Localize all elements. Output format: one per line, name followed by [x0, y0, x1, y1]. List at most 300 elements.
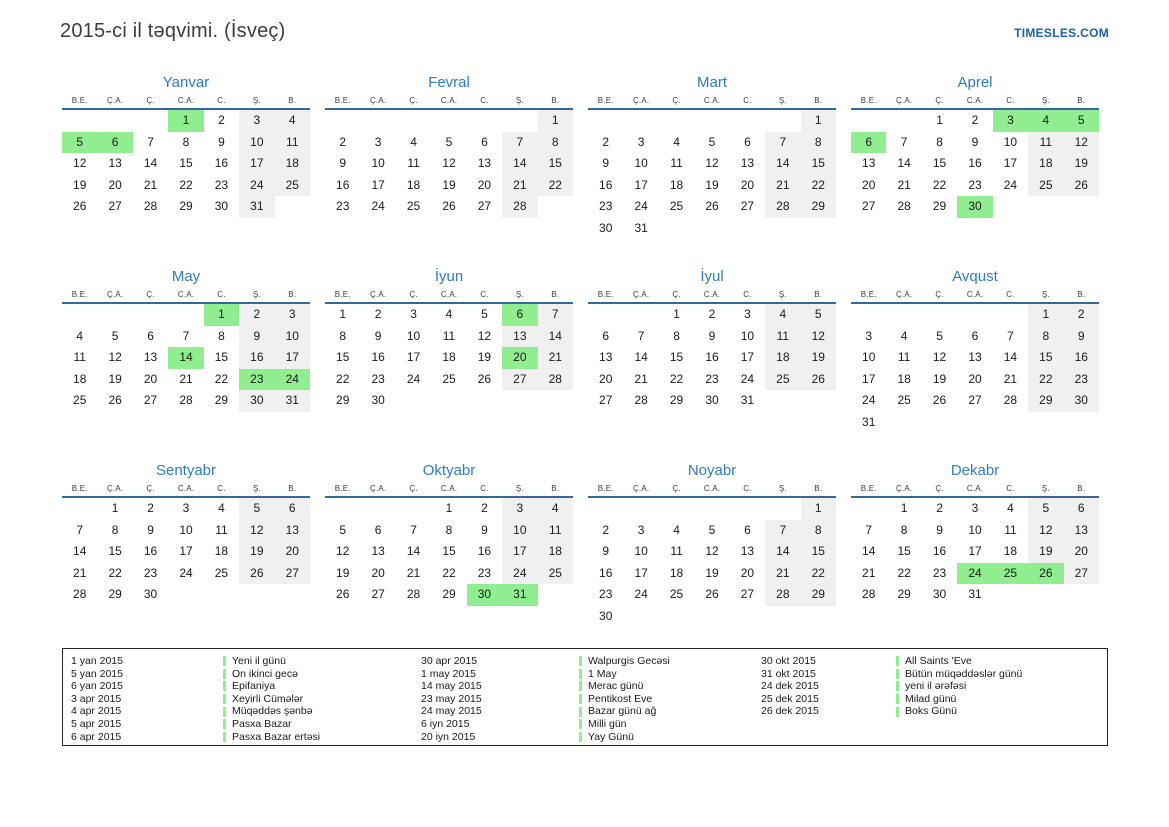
weekday-label: B.E. [334, 96, 351, 105]
weekday-label: B. [814, 484, 823, 493]
day-cell: 8 [182, 134, 190, 149]
day-cell: 31 [239, 196, 274, 218]
day-cell: 15 [932, 156, 947, 170]
empty-day-cell [730, 218, 765, 240]
day-cell: 17 [406, 350, 421, 364]
day-cell: 13 [862, 156, 876, 170]
month-title: İyul [700, 268, 724, 285]
day-cell: 18 [669, 565, 684, 580]
holiday-marker-icon [579, 719, 582, 729]
day-cell: 10 [1003, 134, 1018, 149]
holiday-marker-icon [896, 669, 899, 679]
empty-day-cell [97, 110, 132, 132]
legend-date: 24 may 2015 [421, 705, 482, 718]
month-title: Noyabr [687, 462, 737, 479]
day-cell: 6 [502, 304, 537, 326]
day-cell: 29 [932, 199, 947, 213]
empty-day-cell [467, 390, 502, 412]
day-cell: 2 [1064, 304, 1099, 326]
holiday-marker-icon [223, 732, 226, 742]
day-cell: 15 [669, 350, 684, 364]
day-cell: 14 [502, 153, 537, 175]
legend-name: 1 May [588, 667, 617, 680]
day-cell: 28 [765, 196, 800, 218]
day-cell: 9 [602, 544, 610, 558]
empty-day-cell [765, 110, 800, 132]
day-cell: 28 [179, 393, 193, 407]
weekday-label: C.A. [966, 484, 984, 493]
day-cell: 31 [275, 390, 310, 412]
day-cell: 10 [862, 350, 876, 364]
day-cell: 2 [602, 522, 610, 537]
day-cell: 12 [336, 544, 350, 558]
legend-name: Pentikost Eve [588, 692, 653, 705]
day-cell: 13 [143, 350, 158, 364]
day-cell: 19 [108, 371, 122, 386]
weekday-label: Ç. [672, 96, 681, 105]
day-cell: 5 [936, 328, 943, 343]
day-cell: 23 [1064, 369, 1099, 391]
days-grid [588, 498, 836, 627]
day-cell: 31 [968, 587, 982, 601]
day-cell: 6 [374, 522, 382, 537]
legend-names-column [223, 655, 421, 745]
day-cell: 9 [602, 156, 610, 170]
empty-day-cell [851, 498, 886, 520]
weekday-label: Ş. [778, 290, 787, 299]
day-cell: 20 [108, 177, 122, 192]
day-cell: 23 [239, 369, 274, 391]
day-cell: 16 [1064, 347, 1099, 369]
legend-name: Bütün müqəddəslər günü [905, 667, 1023, 680]
day-cell: 16 [477, 544, 492, 558]
weekday-label: C. [217, 96, 226, 105]
day-cell: 6 [744, 522, 751, 537]
legend-entry [579, 718, 761, 731]
holiday-marker-icon [579, 732, 582, 742]
weekday-label: C.A. [177, 96, 195, 105]
day-cell: 1 [204, 304, 239, 326]
day-cell: 23 [968, 177, 982, 192]
day-cell: 28 [538, 369, 573, 391]
day-cell: 26 [1064, 175, 1099, 197]
legend-group [421, 655, 761, 745]
empty-day-cell [588, 110, 623, 132]
weekday-label: Ş. [515, 484, 524, 493]
day-cell: 21 [179, 371, 193, 386]
day-cell: 25 [73, 393, 87, 407]
day-cell: 13 [1064, 520, 1099, 542]
day-cell: 2 [936, 501, 943, 515]
day-cell: 9 [971, 134, 979, 149]
weekday-label: B. [1077, 290, 1086, 299]
empty-day-cell [1028, 412, 1063, 434]
empty-day-cell [275, 584, 310, 606]
day-cell: 29 [801, 196, 836, 218]
day-cell: 30 [599, 220, 613, 235]
day-cell: 4 [673, 134, 680, 149]
day-cell: 1 [339, 307, 347, 321]
legend-name: Müqəddəs şənbə [232, 705, 313, 718]
day-cell: 25 [765, 369, 800, 391]
empty-day-cell [765, 218, 800, 240]
days-grid [851, 110, 1099, 218]
day-cell: 16 [599, 565, 613, 580]
empty-day-cell [993, 412, 1028, 434]
day-cell: 8 [339, 328, 347, 343]
holiday-marker-icon [896, 656, 899, 666]
holiday-marker-icon [223, 669, 226, 679]
weekday-label: C.A. [966, 290, 984, 299]
day-cell: 9 [1064, 326, 1099, 348]
calendar-month [325, 460, 573, 654]
day-cell: 30 [705, 393, 719, 407]
day-cell: 31 [740, 393, 755, 407]
legend-entry [896, 705, 1101, 718]
weekday-label: Ç. [409, 96, 418, 105]
day-cell: 22 [108, 565, 122, 580]
legend-group [71, 655, 421, 745]
day-cell: 3 [971, 501, 979, 515]
day-cell: 8 [801, 520, 836, 542]
day-cell: 19 [336, 565, 350, 580]
day-cell: 17 [634, 565, 648, 580]
holiday-marker-icon [223, 707, 226, 717]
day-cell: 19 [477, 350, 492, 364]
day-cell: 30 [214, 199, 229, 213]
day-cell: 18 [765, 347, 800, 369]
weekday-label: Ş. [515, 96, 524, 105]
day-cell: 10 [968, 522, 982, 537]
empty-day-cell [325, 498, 360, 520]
day-cell: 25 [442, 371, 456, 386]
legend-date: 23 may 2015 [421, 692, 482, 705]
empty-day-cell [168, 304, 203, 326]
day-cell: 8 [801, 132, 836, 154]
empty-day-cell [538, 390, 573, 412]
weekday-label: Ç. [672, 484, 681, 493]
holiday-marker-icon [579, 681, 582, 691]
day-cell: 10 [179, 522, 193, 537]
weekday-label: B.E. [71, 290, 88, 299]
legend-entry [896, 655, 1101, 668]
legend-date: 20 iyn 2015 [421, 730, 476, 743]
holiday-marker-icon [223, 694, 226, 704]
day-cell: 22 [932, 177, 947, 192]
weekday-label: B. [288, 96, 297, 105]
day-cell: 28 [1003, 393, 1018, 407]
weekday-label: C. [1006, 290, 1015, 299]
empty-day-cell [694, 498, 729, 520]
day-cell: 21 [862, 565, 876, 580]
empty-day-cell [1028, 584, 1063, 606]
day-cell: 24 [634, 587, 648, 601]
day-cell: 5 [708, 522, 716, 537]
weekday-label: Ç.A. [369, 484, 387, 493]
weekday-label: C.A. [177, 290, 195, 299]
empty-day-cell [467, 110, 502, 132]
day-cell: 5 [481, 307, 488, 321]
day-cell: 26 [108, 393, 122, 407]
calendar-month [588, 460, 836, 654]
day-cell: 17 [740, 350, 755, 364]
weekday-label: C.A. [440, 484, 458, 493]
day-cell: 15 [336, 350, 350, 364]
day-cell: 7 [182, 328, 190, 343]
day-cell: 7 [765, 132, 800, 154]
day-cell: 1 [445, 501, 453, 515]
day-cell: 3 [239, 110, 274, 132]
day-cell: 1 [801, 498, 836, 520]
day-cell: 23 [599, 587, 613, 601]
day-cell: 11 [215, 522, 228, 537]
day-cell: 28 [143, 199, 158, 213]
day-cell: 5 [62, 132, 97, 154]
weekday-label: C. [480, 96, 489, 105]
weekday-label: C.A. [703, 96, 721, 105]
weekday-label: Ç. [935, 484, 944, 493]
day-cell: 1 [111, 501, 119, 515]
day-cell: 9 [708, 328, 716, 343]
day-cell: 20 [740, 177, 755, 192]
weekday-label: Ş. [252, 484, 261, 493]
day-cell: 20 [371, 565, 385, 580]
day-cell: 22 [801, 175, 836, 197]
days-grid [588, 110, 836, 239]
weekday-label: B. [551, 484, 560, 493]
weekday-label: C. [743, 290, 752, 299]
weekday-header-row [588, 96, 836, 110]
month-title: Aprel [957, 74, 993, 91]
weekday-label: Ş. [252, 96, 261, 105]
day-cell: 27 [740, 199, 755, 213]
empty-day-cell [623, 304, 658, 326]
day-cell: 7 [502, 132, 537, 154]
holiday-legend [62, 648, 1108, 746]
empty-day-cell [502, 390, 537, 412]
day-cell: 10 [275, 326, 310, 348]
empty-day-cell [659, 218, 694, 240]
day-cell: 1 [1028, 304, 1063, 326]
calendar-month [62, 460, 310, 654]
day-cell: 25 [1028, 175, 1063, 197]
day-cell: 15 [801, 153, 836, 175]
day-cell: 6 [851, 132, 886, 154]
calendar-month [851, 460, 1099, 654]
day-cell: 14 [73, 544, 87, 558]
day-cell: 22 [897, 565, 911, 580]
weekday-label: Ç. [935, 290, 944, 299]
day-cell: 15 [538, 153, 573, 175]
empty-day-cell [993, 196, 1028, 218]
day-cell: 30 [1064, 390, 1099, 412]
day-cell: 25 [993, 563, 1028, 585]
legend-entry [223, 705, 421, 718]
day-cell: 13 [371, 544, 385, 558]
day-cell: 23 [477, 565, 492, 580]
holiday-marker-icon [896, 694, 899, 704]
empty-day-cell [168, 584, 203, 606]
day-cell: 24 [179, 565, 193, 580]
day-cell: 13 [740, 156, 755, 170]
weekday-label: Ç. [409, 290, 418, 299]
legend-date: 6 apr 2015 [71, 730, 122, 743]
day-cell: 7 [147, 134, 154, 149]
weekday-label: B.E. [334, 290, 351, 299]
day-cell: 21 [538, 347, 573, 369]
day-cell: 12 [108, 350, 122, 364]
day-cell: 26 [73, 199, 87, 213]
day-cell: 16 [143, 544, 158, 558]
day-cell: 3 [865, 328, 873, 343]
day-cell: 21 [1003, 371, 1018, 386]
weekday-label: Ş. [515, 290, 524, 299]
day-cell: 11 [407, 156, 420, 170]
day-cell: 21 [502, 175, 537, 197]
legend-name: Epifaniya [232, 680, 276, 693]
day-cell: 20 [740, 565, 755, 580]
day-cell: 26 [1028, 563, 1063, 585]
day-cell: 18 [538, 541, 573, 563]
weekday-label: C.A. [703, 290, 721, 299]
day-cell: 10 [634, 156, 648, 170]
day-cell: 23 [371, 371, 385, 386]
legend-name: yeni il ərəfəsi [905, 680, 967, 693]
day-cell: 24 [862, 393, 876, 407]
day-cell: 31 [634, 220, 648, 235]
day-cell: 18 [275, 153, 310, 175]
weekday-label: B.E. [860, 96, 877, 105]
day-cell: 12 [801, 326, 836, 348]
legend-name: Pasxa Bazar [232, 717, 292, 730]
day-cell: 8 [111, 522, 119, 537]
weekday-label: Ş. [1041, 96, 1050, 105]
empty-day-cell [694, 110, 729, 132]
weekday-header-row [851, 484, 1099, 498]
day-cell: 27 [108, 199, 122, 213]
empty-day-cell [922, 412, 957, 434]
legend-date: 5 yan 2015 [71, 667, 123, 680]
day-cell: 11 [275, 132, 310, 154]
day-cell: 10 [740, 328, 755, 343]
empty-day-cell [886, 110, 921, 132]
legend-entry [579, 680, 761, 693]
day-cell: 21 [765, 563, 800, 585]
weekday-header-row [588, 290, 836, 304]
day-cell: 4 [218, 501, 225, 515]
day-cell: 19 [239, 541, 274, 563]
site-link[interactable]: TIMESLES.COM [1014, 26, 1109, 40]
day-cell: 6 [744, 134, 751, 149]
day-cell: 29 [1028, 390, 1063, 412]
legend-entry [579, 655, 761, 668]
empty-day-cell [957, 304, 992, 326]
day-cell: 11 [73, 350, 86, 364]
weekday-label: C.A. [703, 484, 721, 493]
day-cell: 5 [1028, 498, 1063, 520]
day-cell: 3 [744, 307, 751, 321]
weekday-label: B. [288, 290, 297, 299]
legend-entry [223, 668, 421, 681]
weekday-label: B. [288, 484, 297, 493]
empty-day-cell [588, 304, 623, 326]
day-cell: 1 [673, 307, 680, 321]
day-cell: 12 [239, 520, 274, 542]
weekday-label: Ç.A. [895, 290, 913, 299]
day-cell: 30 [599, 608, 613, 623]
days-grid [325, 110, 573, 218]
month-title: İyun [434, 268, 464, 285]
day-cell: 13 [599, 350, 613, 364]
empty-day-cell [765, 390, 800, 412]
weekday-label: Ç.A. [632, 290, 650, 299]
legend-name: Milad günü [905, 692, 957, 705]
calendar-month [588, 266, 836, 460]
day-cell: 12 [705, 544, 719, 558]
day-cell: 4 [76, 328, 84, 343]
day-cell: 27 [1064, 563, 1099, 585]
day-cell: 21 [634, 371, 648, 386]
weekday-header-row [588, 484, 836, 498]
empty-day-cell [694, 218, 729, 240]
legend-date: 26 dek 2015 [761, 705, 819, 718]
day-cell: 12 [477, 328, 492, 343]
legend-dates-column [761, 655, 896, 745]
day-cell: 19 [1028, 541, 1063, 563]
day-cell: 16 [705, 350, 719, 364]
legend-name: Yeni il günü [232, 655, 286, 667]
day-cell: 24 [634, 199, 648, 213]
day-cell: 8 [1028, 326, 1063, 348]
day-cell: 6 [602, 328, 610, 343]
day-cell: 18 [897, 371, 911, 386]
weekday-header-row [325, 290, 573, 304]
day-cell: 20 [599, 371, 613, 386]
days-grid [851, 304, 1099, 433]
day-cell: 20 [275, 541, 310, 563]
day-cell: 15 [801, 541, 836, 563]
day-cell: 1 [538, 110, 573, 132]
day-cell: 29 [214, 393, 229, 407]
weekday-label: B. [551, 290, 560, 299]
day-cell: 26 [705, 587, 719, 601]
day-cell: 24 [406, 371, 421, 386]
legend-dates-column [71, 655, 223, 745]
day-cell: 11 [670, 156, 683, 170]
day-cell: 1 [168, 110, 203, 132]
day-cell: 27 [477, 199, 492, 213]
weekday-label: Ç.A. [632, 484, 650, 493]
day-cell: 7 [76, 522, 84, 537]
empty-day-cell [851, 110, 886, 132]
weekday-label: B. [814, 96, 823, 105]
legend-dates-column [421, 655, 579, 745]
day-cell: 10 [239, 132, 274, 154]
day-cell: 11 [1004, 522, 1017, 537]
page-title: 2015-ci il təqvimi. (İsveç) [60, 20, 286, 42]
day-cell: 5 [111, 328, 119, 343]
legend-date: 24 dek 2015 [761, 680, 819, 693]
month-title: Mart [697, 74, 727, 91]
day-cell: 2 [239, 304, 274, 326]
day-cell: 5 [445, 134, 453, 149]
weekday-label: Ş. [1041, 484, 1050, 493]
month-title: Dekabr [950, 462, 1000, 479]
day-cell: 7 [637, 328, 645, 343]
day-cell: 14 [1003, 350, 1018, 364]
day-cell: 3 [993, 110, 1028, 132]
day-cell: 28 [406, 587, 421, 601]
